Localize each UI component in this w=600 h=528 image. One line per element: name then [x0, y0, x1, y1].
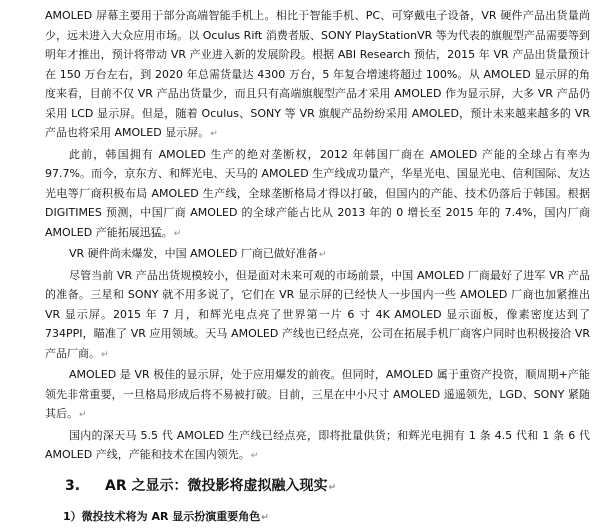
paragraph-text: AMOLED 屏幕主要用于部分高端智能手机上。相比于智能手机、PC、可穿戴电子设备，VR 硬件产品出货量尚少，远未进入大众应用市场。以 Oculus Rift 消费者版、SONY PlayStationVR 等为代表的旗舰型产品需要等到明年才推出，预计将带动 VR 产业进入新的发展阶段。根据 ABI Research 预估，2015 年 VR 产品出货量预计在 150 万台左右，到 2020 年总需货量达 4300 万台，5 年复合增速将超过 100%。从 AMOLED 显示屏的角度来看，目前不仅 VR 产品出货量少，而且只有高端旗舰型产品才采用 AMOLED 作为显示屏，大多 VR 产品仍采用 LCD 显示屏。但是，随着 Oculus、SONY 等 VR 旗舰产品纷纷采用 AMOLED，预计未来越来越多的 VR 产品也将采用 AMOLED 显示屏。: [45, 9, 590, 139]
section-title: AR 之显示：微投影将虚拟融入现实: [105, 477, 328, 494]
paragraph-mark-icon: ↵: [79, 410, 87, 420]
paragraph-mark-icon: ↵: [210, 129, 218, 139]
paragraph-korea-monopoly: [45, 145, 590, 245]
paragraph-text: 此前，韩国拥有 AMOLED 生产的绝对垄断权，2012 年韩国厂商在 AMOLED 产能的全球占有率为 97.7%。而今，京东方、和辉光电、天马的 AMOLED 生产线成功量产，华星光电、国显光电、信利国际、友达光电等厂商积极布局 AMOLED 生产线，全球垄断格局才得以打破，但国内的产能、技术仍落后于韩国。根据 DIGITIMES 预测，中国厂商 AMOLED 的全球产能占比从 2013 年的 0 增长至 2015 年的 7.4%，国内厂商 AMOLED 产能拓展迅猛。: [45, 147, 590, 239]
section-heading: [45, 473, 590, 501]
section-number: 3.: [65, 477, 81, 494]
paragraph-amoled-ideal: [45, 365, 590, 426]
paragraph-mark-icon: ↵: [173, 228, 182, 239]
paragraph-text: 尽管当前 VR 产品出货规模较小，但是面对未来可观的市场前景，中国 AMOLED 厂商最好了进军 VR 产品的准备。三星和 SONY 就不用多说了，它们在 VR 显示屏的已经快人一步国内一些 AMOLED 厂商也加紧推出 VR 显示屏。2015 年 7 月，和辉光电点亮了世界第一片 6 寸 4K AMOLED 显示面板，像素密度达到了 734PPI，瞄准了 VR 应用领域。天马 AMOLED 产线也已经点亮，公司在拓展手机厂商客户同时也积极接洽 VR 产品厂商。: [45, 268, 590, 360]
paragraph-vr-market: [45, 6, 590, 145]
paragraph-mark-icon: ↵: [318, 250, 327, 260]
subsection-title: 1）微投技术将为 AR 显示扮演重要角色: [63, 509, 261, 523]
paragraph-mark-icon: ↵: [328, 482, 337, 493]
paragraph-text: VR 硬件尚未爆发，中国 AMOLED 厂商已做好准备: [69, 247, 318, 260]
paragraph-text: AMOLED 是 VR 极佳的显示屏，处于应用爆发的前夜。但同时，AMOLED 属于重资产投资，顺周期+产能领先非常重要，一旦格局形成后将不易被打破。目前，三星在中小尺寸 AMOLED 遥遥领先，LGD、SONY 紧随其后。: [45, 368, 590, 420]
paragraph-mark-icon: ↵: [261, 512, 269, 523]
paragraph-mark-icon: ↵: [101, 349, 109, 360]
paragraph-domestic-lines: [45, 426, 590, 467]
paragraph-section-title: [45, 244, 590, 266]
paragraph-text: 国内的深天马 5.5 代 AMOLED 生产线已经点亮，即将批量供货；和辉光电拥有 1 条 4.5 代和 1 条 6 代 AMOLED 产线，产能和技术在国内领先。: [45, 428, 590, 461]
subsection-heading: [45, 507, 590, 528]
paragraph-mark-icon: ↵: [250, 451, 259, 461]
paragraph-china-prepared: [45, 266, 590, 366]
